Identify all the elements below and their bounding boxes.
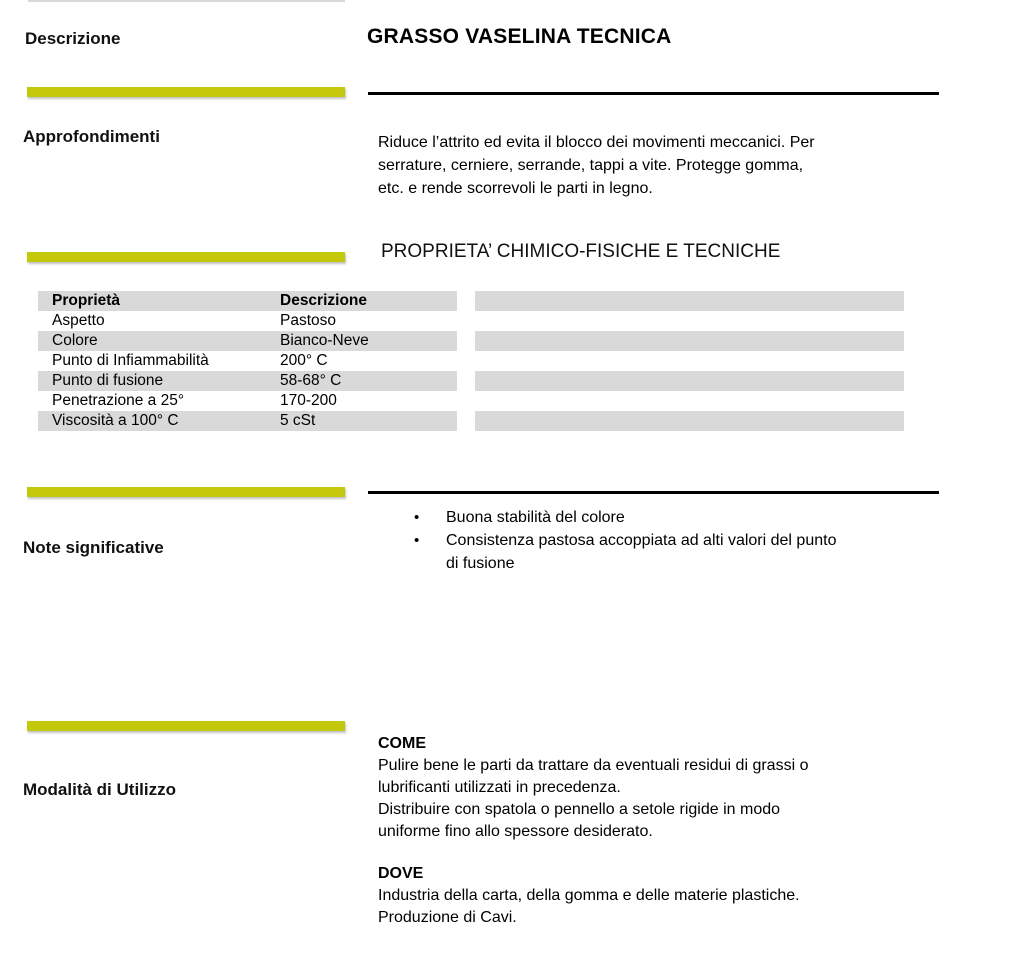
table-cell: Penetrazione a 25° [52, 392, 185, 409]
note-bullet-text: Consistenza pastosa accoppiata ad alti valori del punto di fusione [446, 532, 837, 572]
table-side-bar [475, 351, 904, 371]
table-row [38, 391, 457, 411]
table-cell: Colore [52, 332, 98, 349]
come-block [378, 733, 978, 843]
table-header-cell: Descrizione [280, 292, 368, 309]
accent-bar [27, 87, 345, 97]
table-cell: 5 cSt [280, 412, 316, 429]
properties-table [38, 291, 457, 431]
note-bullet-item [408, 506, 968, 529]
table-cell: 170-200 [280, 392, 337, 409]
horizontal-rule [368, 491, 939, 494]
table-cell: 200° C [280, 352, 328, 369]
table-side-bar [475, 331, 904, 351]
table-row [38, 351, 457, 371]
table-cell: Viscosità a 100° C [52, 412, 179, 429]
table-cell: Punto di fusione [52, 372, 164, 389]
section-label-note-significative: Note significative [23, 538, 164, 557]
approfondimenti-paragraph: Riduce l’attrito ed evita il blocco dei movimenti meccanici. Per serrature, cerniere, serrande, tappi a vite. Protegge gomma, etc. e rende scorrevoli le parti in legno. [378, 134, 815, 197]
properties-heading: PROPRIETA’ CHIMICO-FISICHE E TECNICHE [381, 241, 781, 262]
dove-paragraph: Industria della carta, della gomma e delle materie plastiche. Produzione di Cavi. [378, 887, 800, 926]
table-cell: 58-68° C [280, 372, 342, 389]
table-side-bar [475, 291, 904, 311]
table-cell: Aspetto [52, 312, 105, 329]
section-label-descrizione: Descrizione [25, 29, 121, 48]
table-cell: Bianco-Neve [280, 332, 369, 349]
horizontal-rule [368, 92, 939, 95]
table-row [38, 411, 457, 431]
table-row [38, 311, 457, 331]
accent-bar [27, 252, 345, 262]
note-bullet-item [408, 529, 968, 575]
properties-table-side-bars [475, 291, 904, 431]
table-side-bar [475, 311, 904, 331]
page-title: GRASSO VASELINA TECNICA [367, 25, 672, 48]
bullet-icon: • [414, 532, 420, 549]
section-label-approfondimenti: Approfondimenti [23, 127, 160, 146]
come-paragraph: Pulire bene le parti da trattare da eventuali residui di grassi o lubrificanti utilizzati in precedenza. Distribuire con spatola o pennello a setole rigide in modo uniforme fino allo spessore desiderato. [378, 757, 809, 840]
note-bullet-text: Buona stabilità del colore [446, 509, 625, 526]
table-side-bar [475, 411, 904, 431]
table-cell: Pastoso [280, 312, 337, 329]
table-header-cell: Proprietà [52, 292, 121, 309]
table-side-bar [475, 391, 904, 411]
top-divider-line [28, 0, 345, 2]
dove-block [378, 863, 978, 929]
come-heading: COME [378, 735, 426, 752]
accent-bar [27, 721, 345, 731]
bullet-icon: • [414, 509, 420, 526]
table-row [38, 331, 457, 351]
table-cell: Punto di Infiammabilità [52, 352, 209, 369]
table-side-bar [475, 371, 904, 391]
table-header-row [38, 291, 457, 311]
note-bullet-list [408, 506, 968, 575]
table-row [38, 371, 457, 391]
dove-heading: DOVE [378, 865, 424, 882]
section-label-modalita-di-utilizzo: Modalità di Utilizzo [23, 780, 176, 799]
accent-bar [27, 487, 345, 497]
